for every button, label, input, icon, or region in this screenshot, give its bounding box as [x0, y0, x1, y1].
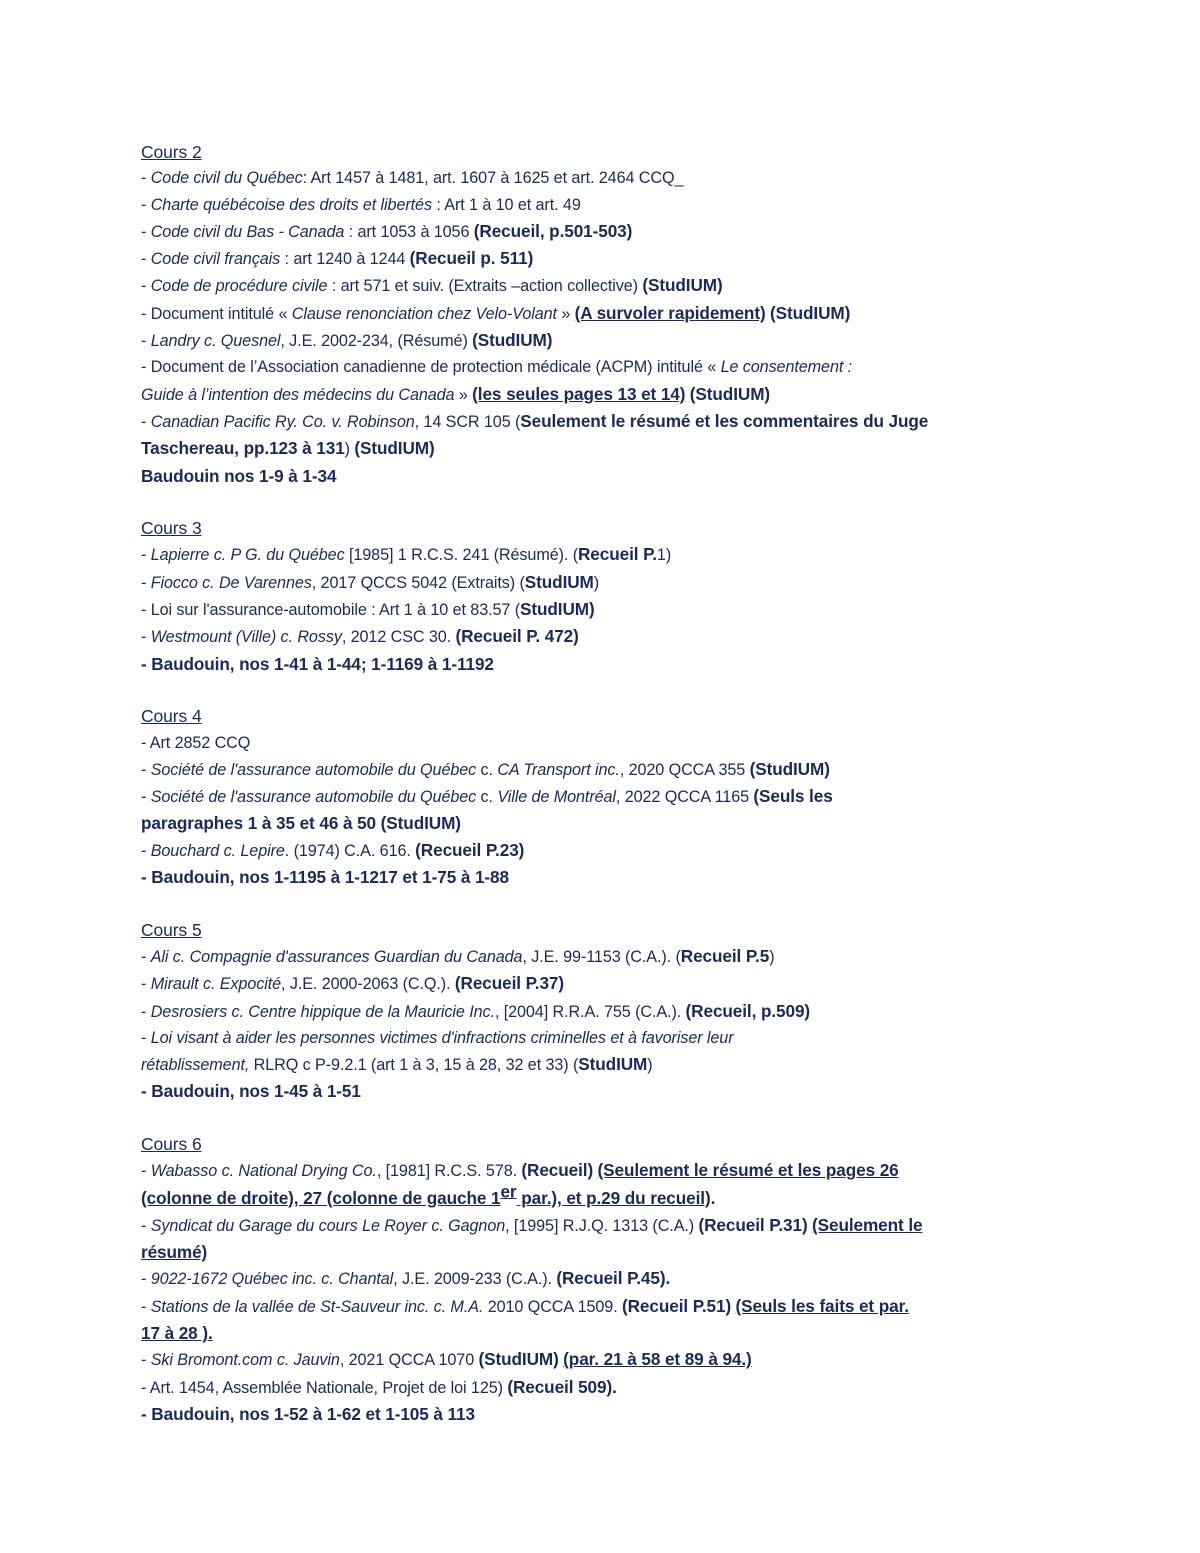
reading-line: - Loi visant à aider les personnes victimes d'infractions criminelles et à favoriser leur: [141, 1028, 734, 1047]
reading-line: - Stations de la vallée de St-Sauveur inc. c. M.A. 2010 QCCA 1509. (Recueil P.51) (Seuls les faits et par.: [141, 1295, 909, 1316]
reading-line: - Ali c. Compagnie d'assurances Guardian du Canada, J.E. 99-1153 (C.A.). (Recueil P.5): [141, 945, 775, 966]
section-cours-2: [141, 139, 1071, 489]
section-cours-3: [141, 515, 1071, 677]
reading-line: - Code civil du Bas - Canada : art 1053 à 1056 (Recueil, p.501-503): [141, 220, 633, 241]
reading-line: - Desrosiers c. Centre hippique de la Mauricie Inc., [2004] R.R.A. 755 (C.A.). (Recueil, p.509): [141, 1000, 811, 1021]
reading-line: Taschereau, pp.123 à 131) (StudIUM): [141, 438, 435, 459]
section-cours-6: [141, 1131, 1071, 1427]
section-heading: Cours 4: [141, 706, 202, 727]
reading-line: Guide à l’intention des médecins du Canada » (les seules pages 13 et 14) (StudIUM): [141, 383, 771, 404]
reading-line: - Code civil français : art 1240 à 1244 (Recueil p. 511): [141, 248, 534, 269]
reading-line: - Fiocco c. De Varennes, 2017 QCCS 5042 (Extraits) (StudIUM): [141, 571, 600, 592]
reading-line: - Wabasso c. National Drying Co., [1981] R.C.S. 578. (Recueil) (Seulement le résumé et les pages 26: [141, 1160, 899, 1181]
reading-line: - Bouchard c. Lepire. (1974) C.A. 616. (Recueil P.23): [141, 839, 525, 860]
document-page: [141, 139, 1071, 1454]
reading-line: - Société de l'assurance automobile du Québec c. Ville de Montréal, 2022 QCCA 1165 (Seuls les: [141, 786, 833, 807]
reading-line: - Art. 1454, Assemblée Nationale, Projet de loi 125) (Recueil 509).: [141, 1376, 617, 1397]
reading-line: - Société de l'assurance automobile du Québec c. CA Transport inc., 2020 QCCA 355 (StudIUM): [141, 758, 830, 779]
reading-line: - Syndicat du Garage du cours Le Royer c. Gagnon, [1995] R.J.Q. 1313 (C.A.) (Recueil P.31) (Seulement le: [141, 1214, 923, 1235]
reading-line: - Loi sur l'assurance-automobile : Art 1 à 10 et 83.57 (StudIUM): [141, 599, 595, 620]
reading-line: - Document de l’Association canadienne de protection médicale (ACPM) intitulé « Le consentement :: [141, 358, 853, 377]
baudouin-line: Baudouin nos 1-9 à 1-34: [141, 465, 337, 486]
reading-line: rétablissement, RLRQ c P-9.2.1 (art 1 à 3, 15 à 28, 32 et 33) (StudIUM): [141, 1054, 653, 1075]
reading-line: - Code de procédure civile : art 571 et suiv. (Extraits –action collective) (StudIUM): [141, 275, 723, 296]
reading-line: (colonne de droite), 27 (colonne de gauche 1er par.), et p.29 du recueil).: [141, 1181, 716, 1208]
reading-line: - Westmount (Ville) c. Rossy, 2012 CSC 30. (Recueil P. 472): [141, 626, 579, 647]
reading-line: - Landry c. Quesnel, J.E. 2002-234, (Résumé) (StudIUM): [141, 330, 553, 351]
reading-line: paragraphes 1 à 35 et 46 à 50 (StudIUM): [141, 813, 461, 834]
reading-line: - Mirault c. Expocité, J.E. 2000-2063 (C.Q.). (Recueil P.37): [141, 973, 564, 994]
baudouin-line: - Baudouin, nos 1-52 à 1-62 et 1-105 à 113: [141, 1403, 475, 1424]
reading-line: - Charte québécoise des droits et libertés : Art 1 à 10 et art. 49: [141, 195, 581, 214]
reading-line: 17 à 28 ).: [141, 1323, 213, 1344]
baudouin-line: - Baudouin, nos 1-45 à 1-51: [141, 1081, 361, 1102]
section-heading: Cours 2: [141, 142, 202, 162]
reading-line: - 9022-1672 Québec inc. c. Chantal, J.E. 2009-233 (C.A.). (Recueil P.45).: [141, 1268, 671, 1289]
reading-line: - Art 2852 CCQ: [141, 733, 251, 752]
reading-line: - Code civil du Québec: Art 1457 à 1481, art. 1607 à 1625 et art. 2464 CCQ_: [141, 169, 684, 188]
reading-line: - Canadian Pacific Ry. Co. v. Robinson, 14 SCR 105 (Seulement le résumé et les commentaires du Juge: [141, 410, 929, 431]
section-cours-5: [141, 917, 1071, 1105]
reading-line: - Document intitulé « Clause renonciation chez Velo-Volant » (A survoler rapidement) (StudIUM): [141, 302, 851, 323]
baudouin-line: - Baudouin, nos 1-1195 à 1-1217 et 1-75 à 1-88: [141, 867, 509, 888]
baudouin-line: - Baudouin, nos 1-41 à 1-44; 1-1169 à 1-1192: [141, 653, 494, 674]
section-heading: Cours 6: [141, 1133, 202, 1154]
section-cours-4: [141, 703, 1071, 890]
section-heading: Cours 5: [141, 919, 202, 940]
section-heading: Cours 3: [141, 518, 202, 539]
reading-line: - Ski Bromont.com c. Jauvin, 2021 QCCA 1070 (StudIUM) (par. 21 à 58 et 89 à 94.): [141, 1349, 752, 1370]
reading-line: résumé): [141, 1242, 208, 1263]
reading-line: - Lapierre c. P G. du Québec [1985] 1 R.C.S. 241 (Résumé). (Recueil P.1): [141, 544, 672, 565]
